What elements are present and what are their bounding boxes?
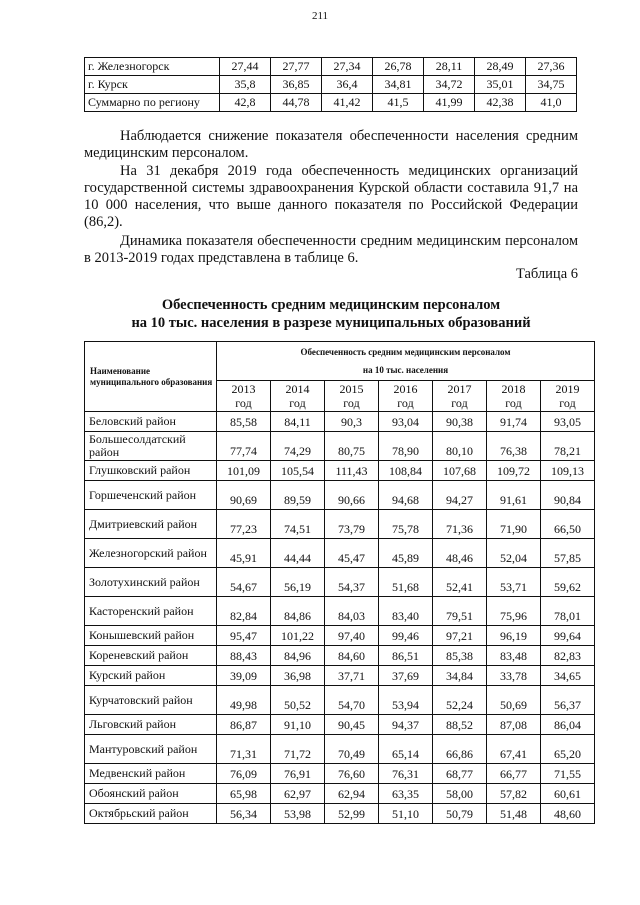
table-row xyxy=(85,626,595,646)
table-cell: 28,11 xyxy=(424,58,475,76)
table-cell: 82,83 xyxy=(541,646,595,666)
table-row xyxy=(85,432,595,461)
row-name: Глушковский район xyxy=(85,461,217,481)
table-row xyxy=(85,76,577,94)
table-cell: 35,8 xyxy=(220,76,271,94)
table-cell: 90,38 xyxy=(433,412,487,432)
table-cell: 90,45 xyxy=(325,715,379,735)
group-header-line-2: на 10 тыс. населения xyxy=(362,365,449,375)
year-number: 2016 xyxy=(393,382,418,396)
table-cell: 52,99 xyxy=(325,804,379,824)
table-row xyxy=(85,715,595,735)
table-row xyxy=(85,568,595,597)
row-name: Беловский район xyxy=(85,412,217,432)
table-row xyxy=(85,597,595,626)
year-header xyxy=(379,381,433,412)
table-cell: 65,98 xyxy=(217,784,271,804)
year-number: 2019 xyxy=(555,382,580,396)
table-cell: 77,74 xyxy=(217,432,271,461)
group-column-header xyxy=(217,342,595,381)
table-cell: 41,42 xyxy=(322,94,373,112)
table-row xyxy=(85,58,577,76)
table-cell: 50,69 xyxy=(487,686,541,715)
table-cell: 80,75 xyxy=(325,432,379,461)
table-cell: 54,70 xyxy=(325,686,379,715)
paragraph-text: Наблюдается снижение показателя обеспеченности населения средним медицинским персоналом. xyxy=(84,128,578,161)
year-number: 2015 xyxy=(339,382,364,396)
table-cell: 45,91 xyxy=(217,539,271,568)
table-cell: 90,84 xyxy=(541,481,595,510)
row-name: Горшеченский район xyxy=(85,481,217,510)
row-name: Медвенский район xyxy=(85,764,217,784)
table-cell: 45,47 xyxy=(325,539,379,568)
table-cell: 42,38 xyxy=(475,94,526,112)
table-cell: 77,23 xyxy=(217,510,271,539)
table-cell: 66,86 xyxy=(433,735,487,764)
paragraph-dynamics xyxy=(84,233,578,267)
table-cell: 71,36 xyxy=(433,510,487,539)
table-cell: 89,59 xyxy=(271,481,325,510)
table-row xyxy=(85,784,595,804)
row-name: Железногорский район xyxy=(85,539,217,568)
table-cell: 109,72 xyxy=(487,461,541,481)
paragraph-text: Динамика показателя обеспеченности средним медицинским персоналом в 2013-2019 годах представлена в таблице 6. xyxy=(84,233,578,266)
year-unit: год xyxy=(559,396,576,410)
table-cell: 105,54 xyxy=(271,461,325,481)
table-cell: 58,00 xyxy=(433,784,487,804)
table-cell: 84,03 xyxy=(325,597,379,626)
table-row xyxy=(85,666,595,686)
provision-table-body xyxy=(85,412,595,824)
table-cell: 37,71 xyxy=(325,666,379,686)
year-unit: год xyxy=(451,396,468,410)
row-name: г. Курск xyxy=(85,76,220,94)
table-cell: 34,81 xyxy=(373,76,424,94)
row-name: Золотухинский район xyxy=(85,568,217,597)
table-cell: 78,21 xyxy=(541,432,595,461)
table-cell: 93,05 xyxy=(541,412,595,432)
table-cell: 73,79 xyxy=(325,510,379,539)
year-unit: год xyxy=(235,396,252,410)
table-cell: 65,14 xyxy=(379,735,433,764)
year-unit: год xyxy=(505,396,522,410)
table-cell: 66,50 xyxy=(541,510,595,539)
table-cell: 34,84 xyxy=(433,666,487,686)
table-cell: 41,99 xyxy=(424,94,475,112)
group-header-line-1: Обеспеченность средним медицинским персоналом xyxy=(300,347,511,357)
table-cell: 59,62 xyxy=(541,568,595,597)
year-number: 2018 xyxy=(501,382,526,396)
table-row xyxy=(85,461,595,481)
table-cell: 91,10 xyxy=(271,715,325,735)
table-cell: 34,72 xyxy=(424,76,475,94)
row-name: Обоянский район xyxy=(85,784,217,804)
table-cell: 45,89 xyxy=(379,539,433,568)
table-cell: 54,37 xyxy=(325,568,379,597)
table-cell: 49,98 xyxy=(217,686,271,715)
table-cell: 36,4 xyxy=(322,76,373,94)
table-cell: 48,60 xyxy=(541,804,595,824)
table-cell: 53,94 xyxy=(379,686,433,715)
table-row xyxy=(85,412,595,432)
table-cell: 99,46 xyxy=(379,626,433,646)
table-cell: 71,31 xyxy=(217,735,271,764)
table-cell: 94,27 xyxy=(433,481,487,510)
table-cell: 27,77 xyxy=(271,58,322,76)
table-cell: 63,35 xyxy=(379,784,433,804)
table-cell: 91,61 xyxy=(487,481,541,510)
table-row xyxy=(85,804,595,824)
table-cell: 50,79 xyxy=(433,804,487,824)
table-cell: 56,37 xyxy=(541,686,595,715)
table-cell: 56,34 xyxy=(217,804,271,824)
table-cell: 68,77 xyxy=(433,764,487,784)
table-cell: 99,64 xyxy=(541,626,595,646)
table-cell: 83,48 xyxy=(487,646,541,666)
table-cell: 86,51 xyxy=(379,646,433,666)
table-cell: 74,29 xyxy=(271,432,325,461)
table-cell: 53,71 xyxy=(487,568,541,597)
table-cell: 56,19 xyxy=(271,568,325,597)
year-header xyxy=(487,381,541,412)
table-cell: 107,68 xyxy=(433,461,487,481)
row-name: Курчатовский район xyxy=(85,686,217,715)
year-header xyxy=(271,381,325,412)
table-cell: 62,94 xyxy=(325,784,379,804)
year-unit: год xyxy=(289,396,306,410)
row-name: Конышевский район xyxy=(85,626,217,646)
table-row xyxy=(85,764,595,784)
table-cell: 52,24 xyxy=(433,686,487,715)
continued-table-body xyxy=(85,58,577,112)
table-cell: 39,09 xyxy=(217,666,271,686)
table-cell: 27,34 xyxy=(322,58,373,76)
year-header xyxy=(217,381,271,412)
table-cell: 94,68 xyxy=(379,481,433,510)
table-cell: 36,98 xyxy=(271,666,325,686)
table-cell: 79,51 xyxy=(433,597,487,626)
table-cell: 76,91 xyxy=(271,764,325,784)
row-name: Касторенский район xyxy=(85,597,217,626)
continued-table xyxy=(84,57,577,112)
table-cell: 36,85 xyxy=(271,76,322,94)
table-cell: 97,21 xyxy=(433,626,487,646)
table-cell: 65,20 xyxy=(541,735,595,764)
table-cell: 57,82 xyxy=(487,784,541,804)
table-cell: 78,90 xyxy=(379,432,433,461)
table-cell: 78,01 xyxy=(541,597,595,626)
table-cell: 35,01 xyxy=(475,76,526,94)
table-cell: 53,98 xyxy=(271,804,325,824)
table-cell: 51,10 xyxy=(379,804,433,824)
table-cell: 52,04 xyxy=(487,539,541,568)
table-cell: 26,78 xyxy=(373,58,424,76)
table-row xyxy=(85,539,595,568)
table-cell: 90,69 xyxy=(217,481,271,510)
page-number: 211 xyxy=(311,10,329,22)
paragraph-2019-provision xyxy=(84,163,578,231)
table-cell: 41,5 xyxy=(373,94,424,112)
table-cell: 108,84 xyxy=(379,461,433,481)
paragraph-text: На 31 декабря 2019 года обеспеченность медицинских организаций государственной системы здравоохранения Курской области составила 91,7 на 10 000 населения, что выше данного показателя по Российской Федерации (86,2). xyxy=(84,163,578,230)
table-cell: 71,55 xyxy=(541,764,595,784)
table-cell: 76,38 xyxy=(487,432,541,461)
table-cell: 84,11 xyxy=(271,412,325,432)
table-cell: 27,44 xyxy=(220,58,271,76)
table-cell: 90,66 xyxy=(325,481,379,510)
table-cell: 33,78 xyxy=(487,666,541,686)
table-cell: 42,8 xyxy=(220,94,271,112)
table-cell: 60,61 xyxy=(541,784,595,804)
table-cell: 94,37 xyxy=(379,715,433,735)
table-cell: 34,75 xyxy=(526,76,577,94)
row-name: Льговский район xyxy=(85,715,217,735)
table-cell: 91,74 xyxy=(487,412,541,432)
table-cell: 84,96 xyxy=(271,646,325,666)
table-cell: 90,3 xyxy=(325,412,379,432)
table-title-line-2: на 10 тыс. населения в разрезе муниципальных образований xyxy=(131,315,531,331)
table-cell: 67,41 xyxy=(487,735,541,764)
table-cell: 50,52 xyxy=(271,686,325,715)
table-cell: 75,96 xyxy=(487,597,541,626)
table-cell: 34,65 xyxy=(541,666,595,686)
table-cell: 51,68 xyxy=(379,568,433,597)
provision-table xyxy=(84,341,595,824)
table-cell: 76,31 xyxy=(379,764,433,784)
table-cell: 71,72 xyxy=(271,735,325,764)
table-cell: 84,60 xyxy=(325,646,379,666)
table-cell: 101,09 xyxy=(217,461,271,481)
year-unit: год xyxy=(397,396,414,410)
table-cell: 71,90 xyxy=(487,510,541,539)
table-cell: 28,49 xyxy=(475,58,526,76)
table-cell: 86,87 xyxy=(217,715,271,735)
table-row xyxy=(85,646,595,666)
table-cell: 96,19 xyxy=(487,626,541,646)
table-title-line-1: Обеспеченность средним медицинским персоналом xyxy=(161,297,501,313)
table-cell: 84,86 xyxy=(271,597,325,626)
table-cell: 41,0 xyxy=(526,94,577,112)
row-name: Октябрьский район xyxy=(85,804,217,824)
table-cell: 57,85 xyxy=(541,539,595,568)
table-cell: 80,10 xyxy=(433,432,487,461)
table-cell: 76,09 xyxy=(217,764,271,784)
row-name: г. Железногорск xyxy=(85,58,220,76)
table-cell: 44,44 xyxy=(271,539,325,568)
table-row xyxy=(85,686,595,715)
table-row xyxy=(85,481,595,510)
table-row xyxy=(85,735,595,764)
table-cell: 48,46 xyxy=(433,539,487,568)
table-cell: 82,84 xyxy=(217,597,271,626)
table-cell: 88,52 xyxy=(433,715,487,735)
table-cell: 83,40 xyxy=(379,597,433,626)
row-name: Дмитриевский район xyxy=(85,510,217,539)
table-cell: 109,13 xyxy=(541,461,595,481)
year-unit: год xyxy=(343,396,360,410)
year-header xyxy=(433,381,487,412)
table-cell: 52,41 xyxy=(433,568,487,597)
year-number: 2013 xyxy=(231,382,256,396)
row-name: Мантуровский район xyxy=(85,735,217,764)
table-cell: 27,36 xyxy=(526,58,577,76)
table-cell: 97,40 xyxy=(325,626,379,646)
table-cell: 87,08 xyxy=(487,715,541,735)
row-name: Кореневский район xyxy=(85,646,217,666)
table-cell: 86,04 xyxy=(541,715,595,735)
name-column-header: Наименование муниципального образования xyxy=(85,342,217,412)
year-header xyxy=(541,381,595,412)
table-cell: 70,49 xyxy=(325,735,379,764)
row-name: Большесолдатский район xyxy=(85,432,217,461)
table-cell: 85,58 xyxy=(217,412,271,432)
table-cell: 85,38 xyxy=(433,646,487,666)
paragraph-decline xyxy=(84,128,578,162)
table-cell: 101,22 xyxy=(271,626,325,646)
table-cell: 88,43 xyxy=(217,646,271,666)
year-number: 2014 xyxy=(285,382,310,396)
table-cell: 76,60 xyxy=(325,764,379,784)
table-cell: 95,47 xyxy=(217,626,271,646)
year-number: 2017 xyxy=(447,382,472,396)
table-cell: 93,04 xyxy=(379,412,433,432)
table-cell: 74,51 xyxy=(271,510,325,539)
table-row xyxy=(85,94,577,112)
table-cell: 111,43 xyxy=(325,461,379,481)
table-row xyxy=(85,510,595,539)
table-cell: 54,67 xyxy=(217,568,271,597)
table-title xyxy=(84,296,578,332)
table-cell: 75,78 xyxy=(379,510,433,539)
table-cell: 62,97 xyxy=(271,784,325,804)
table-cell: 37,69 xyxy=(379,666,433,686)
table-cell: 44,78 xyxy=(271,94,322,112)
row-name: Суммарно по региону xyxy=(85,94,220,112)
year-header xyxy=(325,381,379,412)
row-name: Курский район xyxy=(85,666,217,686)
table-cell: 66,77 xyxy=(487,764,541,784)
table-label: Таблица 6 xyxy=(515,266,578,282)
table-cell: 51,48 xyxy=(487,804,541,824)
